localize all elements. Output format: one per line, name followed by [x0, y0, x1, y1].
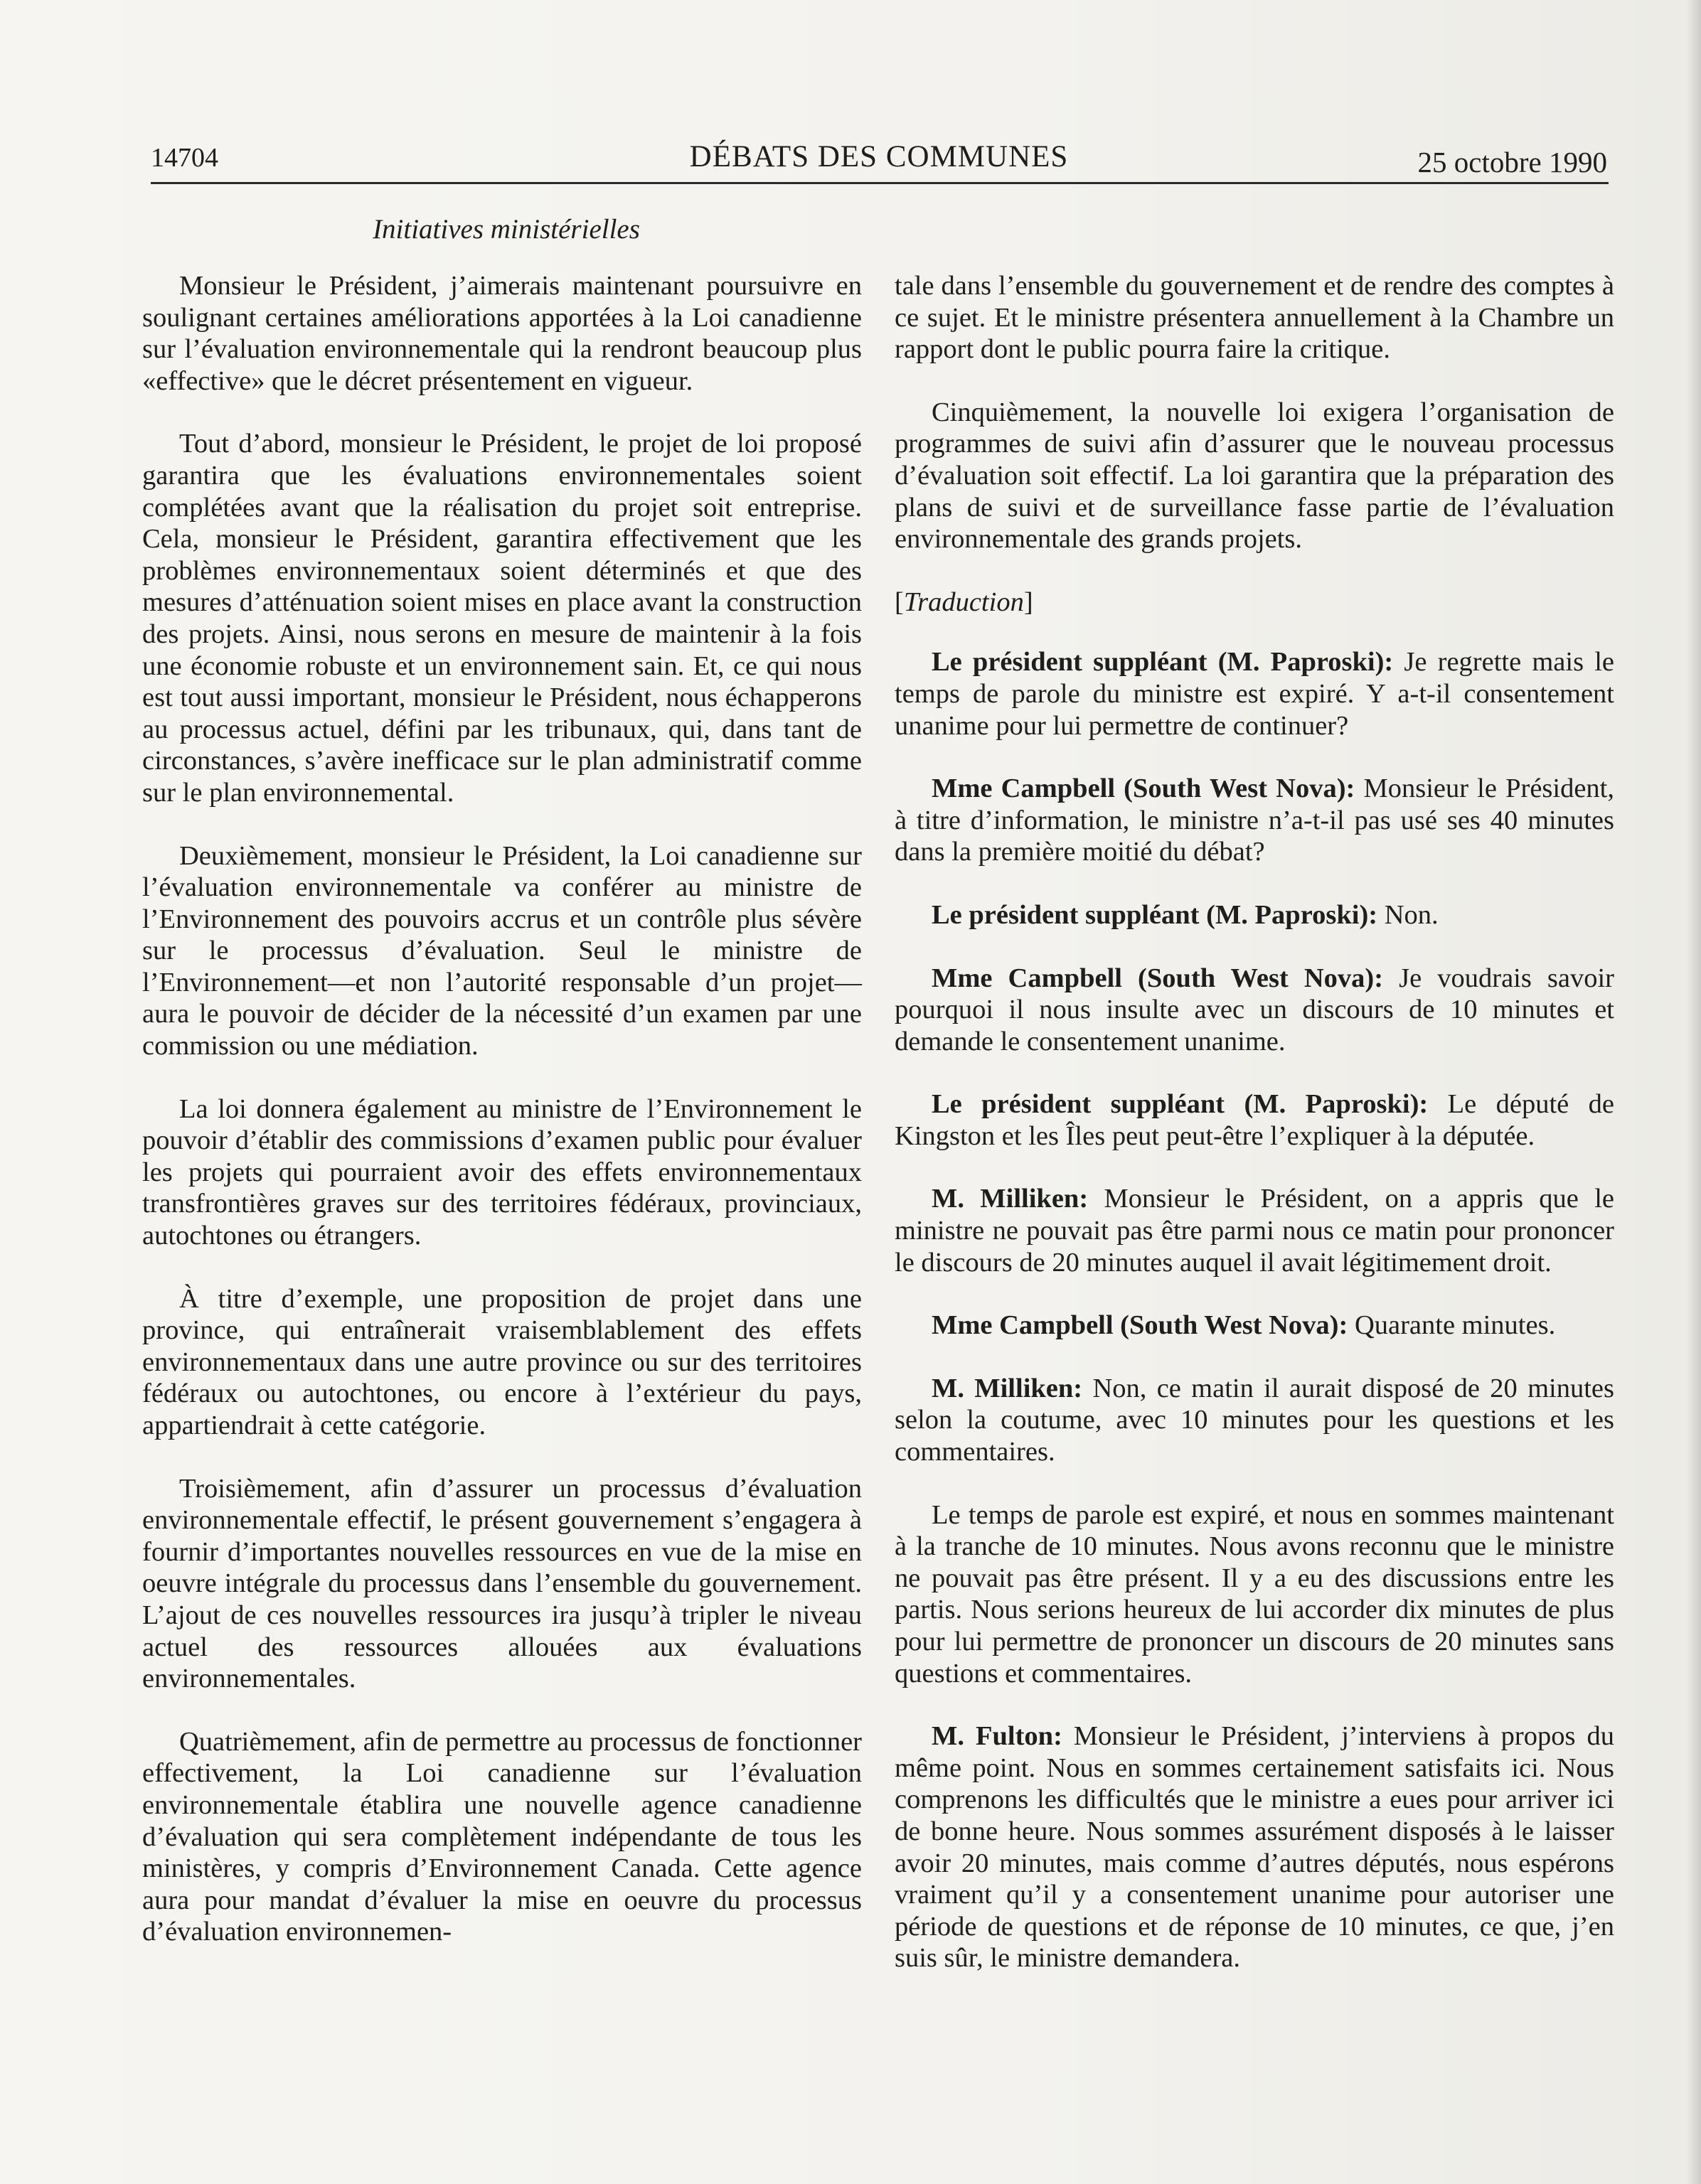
- section-title: Initiatives ministérielles: [373, 214, 640, 245]
- translation-tag: [Traduction]: [895, 587, 1033, 617]
- speech-text: Je regrette mais le temps de parole du ministre est expiré. Y a-t-il consentement unanime pour lui permettre de continuer?: [895, 647, 1614, 741]
- speech: [895, 1088, 1614, 1152]
- header-rule: [151, 182, 1609, 184]
- paragraph: Cinquièmement, la nouvelle loi exigera l’organisation de programmes de suivi afin d’assurer que le nouveau processus d’évaluation soit effectif. La loi garantira que la préparation des plans de suivi et de surveillance fasse partie de l’évaluation environnementale des grands projets.: [895, 397, 1614, 555]
- speech: [895, 773, 1614, 868]
- left-column: [142, 270, 862, 1979]
- speaker-name: Mme Campbell (South West Nova):: [932, 963, 1384, 993]
- paragraph: Quatrièmement, afin de permettre au processus de fonctionner effectivement, la Loi canadienne sur l’évaluation environnementale établira une nouvelle agence canadienne d’évaluation qui sera complètement indépendante de tous les ministères, y compris d’Environnement Canada. Cette agence aura pour mandat d’évaluer la mise en oeuvre du processus d’évaluation environnemen-: [142, 1726, 862, 1947]
- speaker-name: Le président suppléant (M. Paproski):: [932, 647, 1394, 678]
- paragraph: Deuxièmement, monsieur le Président, la Loi canadienne sur l’évaluation environnementale va conférer au ministre de l’Environnement des pouvoirs accrus et un contrôle plus sévère sur le processus d’évaluation. Seul le ministre de l’Environnement—et non l’autorité responsable d’un projet—aura le pouvoir de décider de la nécessité d’un examen par une commission ou une médiation.: [142, 840, 862, 1061]
- speech-text: Quarante minutes.: [1348, 1310, 1556, 1341]
- page-number: 14704: [151, 143, 218, 173]
- translation-tag-text: Traduction: [903, 587, 1024, 617]
- speech-text: Monsieur le Président, on a appris que le ministre ne pouvait pas être parmi nous ce matin pour prononcer le discours de 20 minutes auquel il avait légitimement droit.: [895, 1184, 1614, 1278]
- speech: [895, 1183, 1614, 1278]
- speaker-name: Mme Campbell (South West Nova):: [932, 1310, 1348, 1341]
- right-column: [895, 270, 1614, 2006]
- speaker-name: M. Fulton:: [932, 1721, 1062, 1752]
- speaker-name: Mme Campbell (South West Nova):: [932, 774, 1355, 804]
- speech-text: Non.: [1377, 899, 1439, 930]
- speaker-name: Le président suppléant (M. Paproski):: [932, 1089, 1429, 1120]
- paragraph: La loi donnera également au ministre de l’Environnement le pouvoir d’établir des commissions d’examen public pour évaluer les projets qui pourraient avoir des effets environnementaux transfrontières graves sur des territoires fédéraux, provinciaux, autochtones ou étrangers.: [142, 1093, 862, 1251]
- page-edge-shadow: [1687, 0, 1701, 2184]
- speech: [895, 963, 1614, 1058]
- paragraph: Monsieur le Président, j’aimerais maintenant poursuivre en soulignant certaines améliorations apportées à la Loi canadienne sur l’évaluation environnementale qui la rendront beaucoup plus «effective» que le décret présentement en vigueur.: [142, 271, 862, 396]
- paragraph: À titre d’exemple, une proposition de projet dans une province, qui entraînerait vraisemblablement des effets environnementaux dans une autre province ou sur des territoires fédéraux ou autochtones, ou encore à l’extérieur du pays, appartiendrait à cette catégorie.: [142, 1283, 862, 1440]
- speaker-name: Le président suppléant (M. Paproski):: [932, 899, 1378, 930]
- paragraph-continuation: tale dans l’ensemble du gouvernement et de rendre des comptes à ce sujet. Et le ministre présentera annuellement à la Chambre un rapport dont le public pourra faire la critique.: [895, 271, 1614, 365]
- speech: [895, 646, 1614, 742]
- speech-text: Monsieur le Président, j’interviens à propos du même point. Nous en sommes certainement satisfaits ici. Nous comprenons les difficultés que le ministre a eues pour arriver ici de bonne heure. Nous sommes assurément disposés à le laisser avoir 20 minutes, mais comme d’autres députés, nous espérons vraiment qu’il y a consentement unanime pour autoriser une période de questions et de réponse de 10 minutes, ce que, j’en suis sûr, le ministre demandera.: [895, 1721, 1614, 1974]
- paragraph: Le temps de parole est expiré, et nous en sommes maintenant à la tranche de 10 minutes. Nous avons reconnu que le ministre ne pouvait pas être présent. Il y a eu des discussions entre les partis. Nous serions heureux de lui accorder dix minutes de plus pour lui permettre de prononcer un discours de 20 minutes sans questions et commentaires.: [895, 1499, 1614, 1688]
- publication-title: DÉBATS DES COMMUNES: [689, 140, 1069, 173]
- speaker-name: M. Milliken:: [932, 1373, 1083, 1403]
- speaker-name: M. Milliken:: [932, 1184, 1089, 1214]
- paragraph: Troisièmement, afin d’assurer un processus d’évaluation environnementale effectif, le présent gouvernement s’engagera à fournir d’importantes nouvelles ressources en vue de la mise en oeuvre intégrale du processus dans l’ensemble du gouvernement. L’ajout de ces nouvelles ressources ira jusqu’à tripler le niveau actuel des ressources allouées aux évaluations environnementales.: [142, 1473, 862, 1694]
- speech: [895, 899, 1614, 931]
- speech: [895, 1373, 1614, 1468]
- speech: [895, 1720, 1614, 1974]
- speech-text: Le député de Kingston et les Îles peut peut-être l’expliquer à la députée.: [895, 1089, 1614, 1151]
- running-head: [151, 139, 1607, 182]
- speech-text: Je voudrais savoir pourquoi il nous insulte avec un discours de 10 minutes et demande le consentement unanime.: [895, 963, 1614, 1056]
- paragraph: Tout d’abord, monsieur le Président, le projet de loi proposé garantira que les évaluations environnementales soient complétées avant que la réalisation du projet soit entreprise. Cela, monsieur le Président, garantira effectivement que les problèmes environnementaux soient déterminés et que des mesures d’atténuation soient mises en place avant la construction des projets. Ainsi, nous serons en mesure de maintenir à la fois une économie robuste et un environnement sain. Et, ce qui nous est tout aussi important, monsieur le Président, nous échapperons au processus actuel, défini par les tribunaux, qui, dans tant de circonstances, s’avère inefficace sur le plan administratif comme sur le plan environnemental.: [142, 429, 862, 808]
- speech-text: Non, ce matin il aurait disposé de 20 minutes selon la coutume, avec 10 minutes pour les questions et les commentaires.: [895, 1373, 1614, 1467]
- speech: [895, 1310, 1614, 1342]
- speech-text: Monsieur le Président, à titre d’information, le ministre n’a-t-il pas usé ses 40 minutes dans la première moitié du débat?: [895, 774, 1614, 867]
- publication-date: 25 octobre 1990: [1417, 146, 1607, 178]
